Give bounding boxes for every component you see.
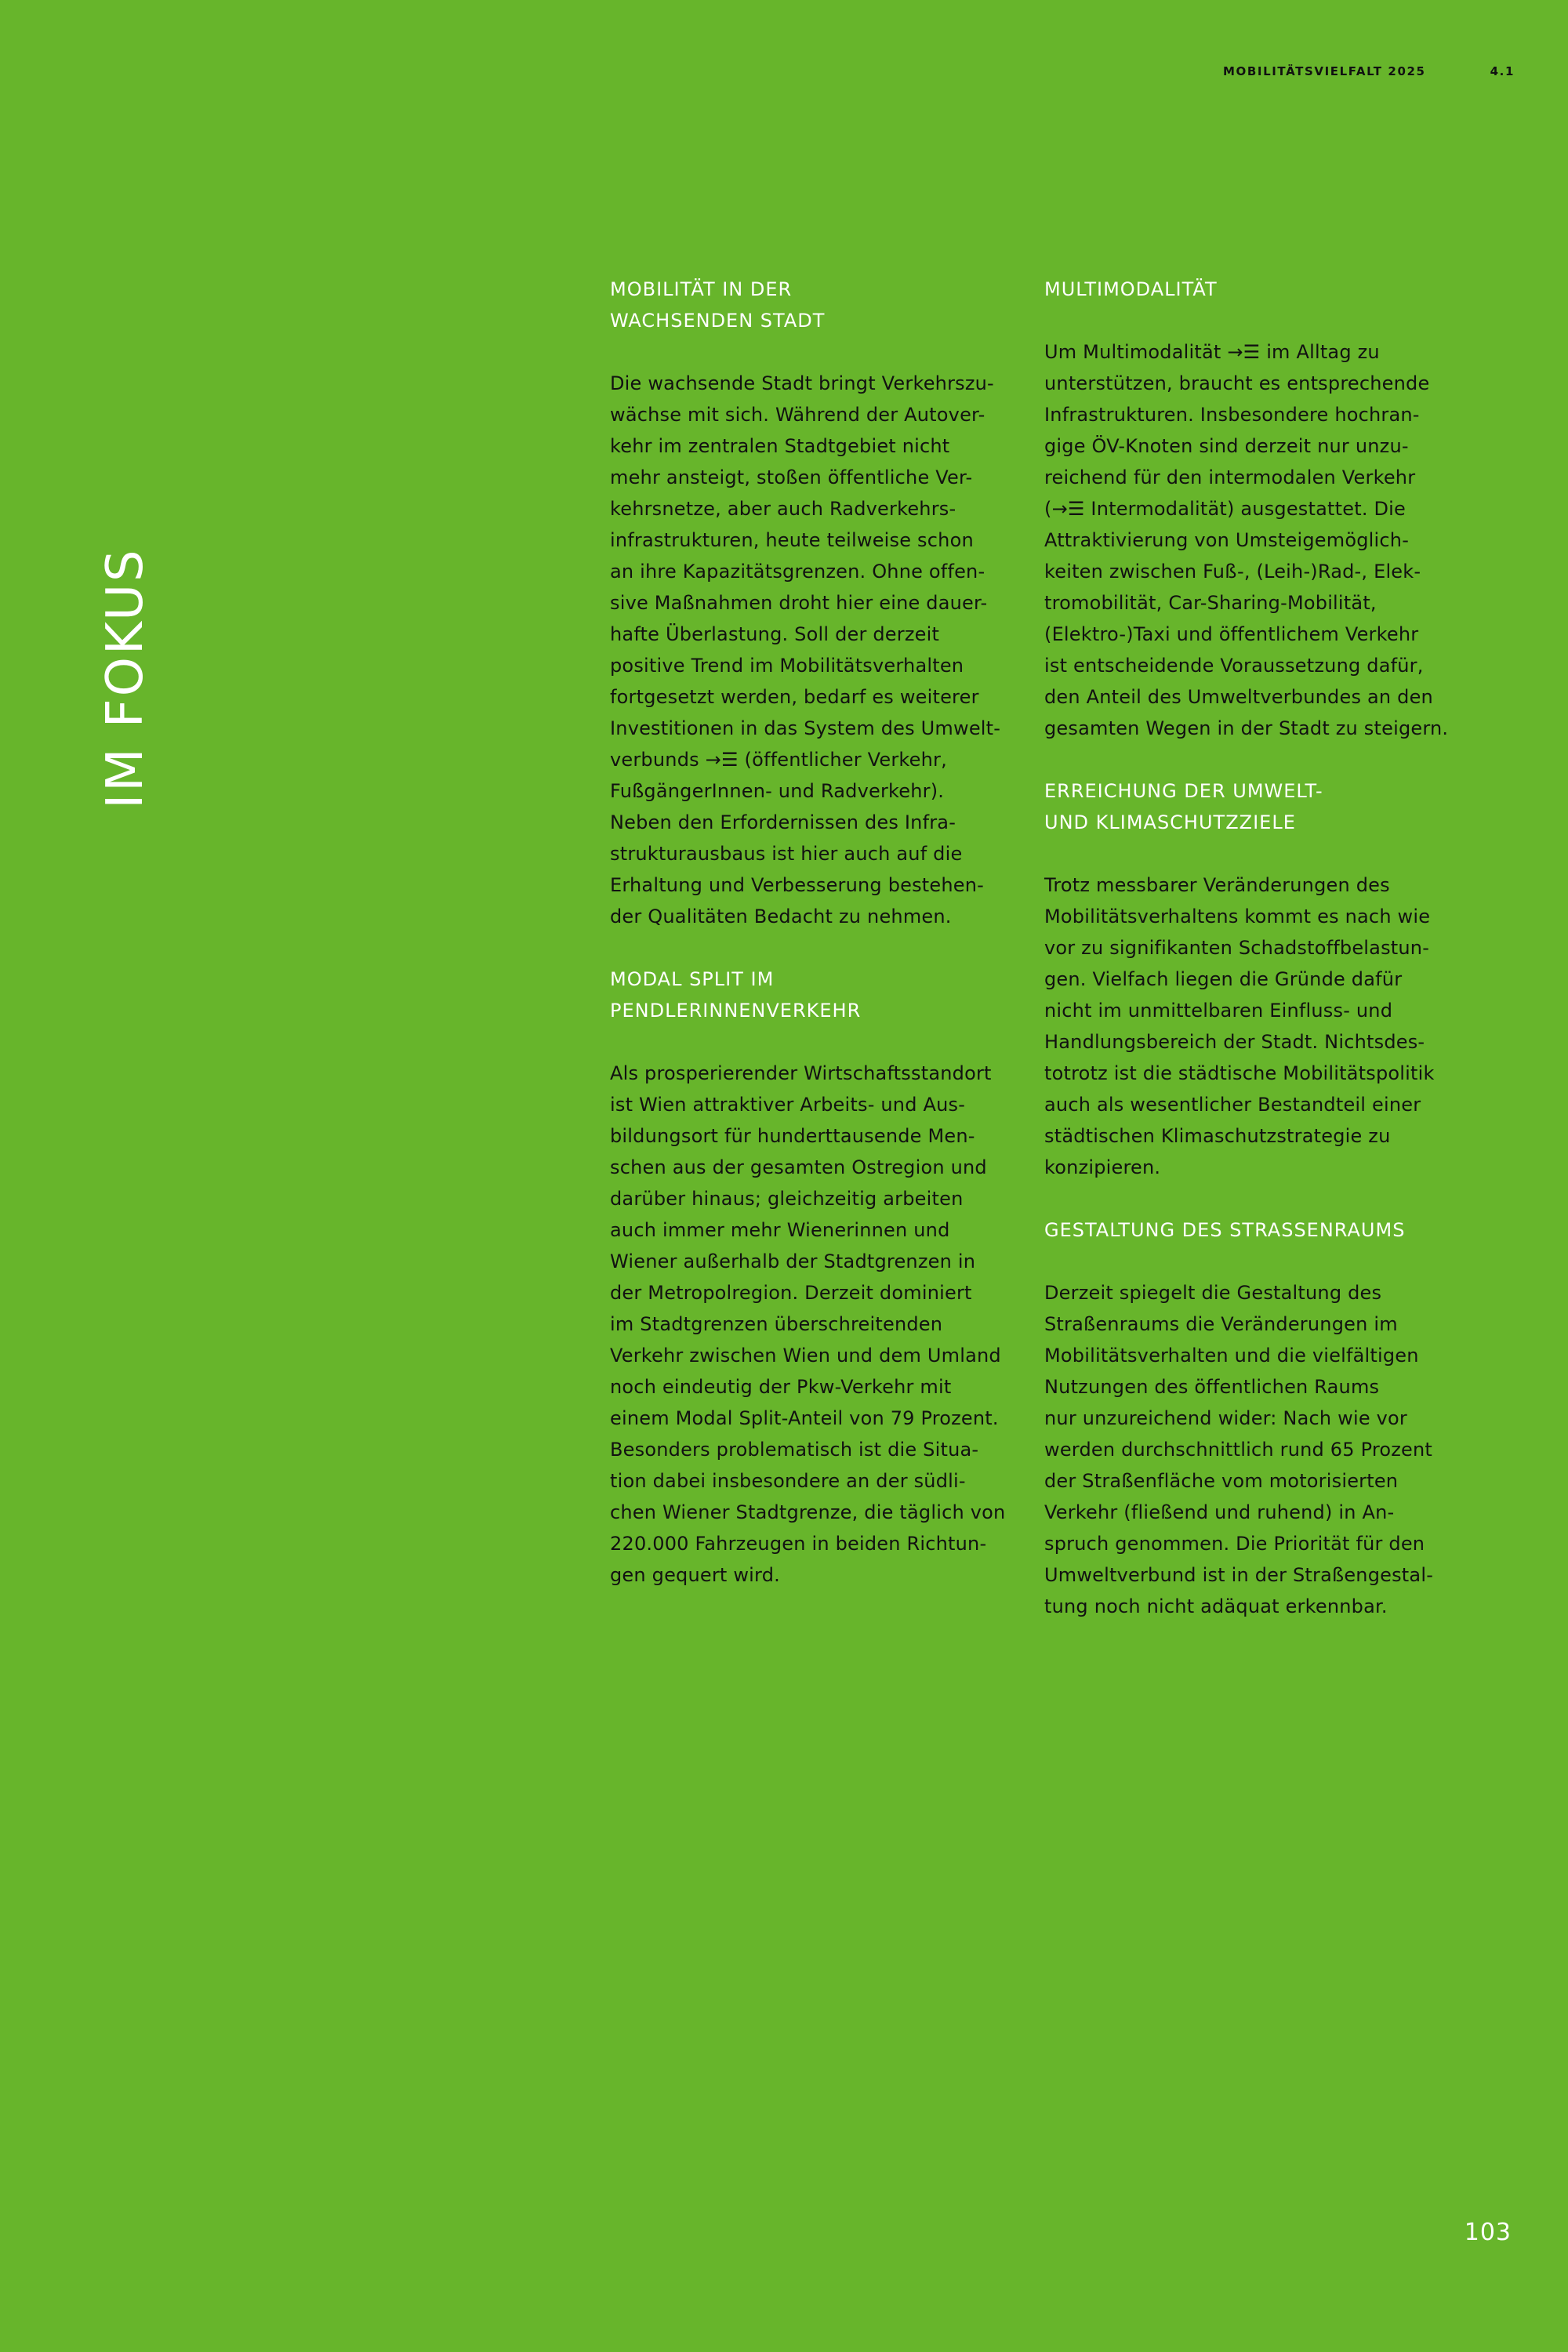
text-line: schen aus der gesamten Ostregion und — [610, 1156, 987, 1178]
text-line: Um Multimodalität →☰ im Alltag zu — [1044, 341, 1380, 363]
text-line: wächse mit sich. Während der Autover- — [610, 404, 985, 426]
text-line: noch eindeutig der Pkw-Verkehr mit — [610, 1376, 952, 1398]
text-line: reichend für den intermodalen Verkehr — [1044, 466, 1416, 488]
page-number: 103 — [1464, 2219, 1512, 2246]
text-line: an ihre Kapazitätsgrenzen. Ohne offen- — [610, 561, 985, 583]
text-line: Derzeit spiegelt die Gestaltung des — [1044, 1282, 1382, 1304]
text-line: Infrastrukturen. Insbesondere hochran- — [1044, 404, 1420, 426]
text-line: tromobilität, Car-Sharing-Mobilität, — [1044, 592, 1377, 614]
text-line: gen gequert wird. — [610, 1564, 780, 1586]
text-line: der Straßenfläche vom motorisierten — [1044, 1470, 1399, 1492]
left-column — [610, 274, 1018, 1622]
text-line: konzipieren. — [1044, 1156, 1161, 1178]
right-column — [1044, 274, 1460, 1653]
text-line: Mobilitätsverhalten und die vielfältigen — [1044, 1345, 1419, 1367]
heading-line: ERREICHUNG DER UMWELT- — [1044, 780, 1323, 802]
text-line: auch immer mehr Wienerinnen und — [610, 1219, 950, 1241]
text-line: nicht im unmittelbaren Einfluss- und — [1044, 1000, 1393, 1022]
running-head — [1176, 64, 1515, 80]
text-line: FußgängerInnen- und Radverkehr). — [610, 780, 945, 802]
text-line: der Qualitäten Bedacht zu nehmen. — [610, 906, 952, 927]
text-line: (→☰ Intermodalität) ausgestattet. Die — [1044, 498, 1406, 520]
text-line: Umweltverbund ist in der Straßengestal- — [1044, 1564, 1434, 1586]
text-line: kehr im zentralen Stadtgebiet nicht — [610, 435, 950, 457]
text-line: Handlungsbereich der Stadt. Nichtsdes- — [1044, 1031, 1425, 1053]
text-line: Neben den Erfordernissen des Infra- — [610, 811, 956, 833]
text-line: auch als wesentlicher Bestandteil einer — [1044, 1094, 1421, 1116]
text-line: vor zu signifikanten Schadstoffbelastun- — [1044, 937, 1430, 959]
section-heading-mobilitaet — [610, 274, 1018, 336]
section-body-mobilitaet — [610, 368, 1018, 932]
text-line: verbunds →☰ (öffentlicher Verkehr, — [610, 749, 947, 771]
section-body-multimodalitaet — [1044, 336, 1460, 744]
text-line: fortgesetzt werden, bedarf es weiterer — [610, 686, 979, 708]
text-line: sive Maßnahmen droht hier eine dauer- — [610, 592, 988, 614]
text-line: hafte Überlastung. Soll der derzeit — [610, 623, 940, 645]
text-line: mehr ansteigt, stoßen öffentliche Ver- — [610, 466, 973, 488]
section-heading-modal-split — [610, 964, 1018, 1026]
text-line: bildungsort für hunderttausende Men- — [610, 1125, 975, 1147]
text-line: spruch genommen. Die Priorität für den — [1044, 1533, 1425, 1555]
running-head-title: MOBILITÄTSVIELFALT 2025 — [1223, 64, 1426, 78]
text-line: strukturausbaus ist hier auch auf die — [610, 843, 963, 865]
text-line: Die wachsende Stadt bringt Verkehrszu- — [610, 372, 994, 394]
text-line: chen Wiener Stadtgrenze, die täglich von — [610, 1501, 1006, 1523]
text-line: totrotz ist die städtische Mobilitätspolitik — [1044, 1062, 1435, 1084]
text-line: Investitionen in das System des Umwelt- — [610, 717, 1001, 739]
section-body-modal-split — [610, 1058, 1018, 1591]
text-line: tung noch nicht adäquat erkennbar. — [1044, 1595, 1388, 1617]
heading-line: GESTALTUNG DES STRASSENRAUMS — [1044, 1219, 1406, 1241]
text-line: gige ÖV-Knoten sind derzeit nur unzu- — [1044, 435, 1409, 457]
text-line: im Stadtgrenzen überschreitenden — [610, 1313, 943, 1335]
text-line: Nutzungen des öffentlichen Raums — [1044, 1376, 1380, 1398]
text-line: unterstützen, braucht es entsprechende — [1044, 372, 1430, 394]
section-heading-klimaschutz — [1044, 775, 1460, 838]
text-line: kehrsnetze, aber auch Radverkehrs- — [610, 498, 956, 520]
text-line: (Elektro-)Taxi und öffentlichem Verkehr — [1044, 623, 1419, 645]
text-line: den Anteil des Umweltverbundes an den — [1044, 686, 1433, 708]
text-line: Verkehr (fließend und ruhend) in An- — [1044, 1501, 1395, 1523]
section-body-klimaschutz — [1044, 869, 1460, 1183]
text-line: ist Wien attraktiver Arbeits- und Aus- — [610, 1094, 966, 1116]
text-line: der Metropolregion. Derzeit dominiert — [610, 1282, 972, 1304]
text-line: positive Trend im Mobilitätsverhalten — [610, 655, 964, 677]
text-line: Verkehr zwischen Wien und dem Umland — [610, 1345, 1001, 1367]
text-line: Erhaltung und Verbesserung bestehen- — [610, 874, 985, 896]
section-heading-strassenraum — [1044, 1214, 1460, 1246]
section-body-strassenraum — [1044, 1277, 1460, 1622]
chapter-number: 4.1 — [1490, 64, 1515, 78]
text-line: Attraktivierung von Umsteigemöglich- — [1044, 529, 1410, 551]
text-line: Als prosperierender Wirtschaftsstandort — [610, 1062, 992, 1084]
text-line: gen. Vielfach liegen die Gründe dafür — [1044, 968, 1403, 990]
text-line: Wiener außerhalb der Stadtgrenzen in — [610, 1250, 976, 1272]
text-line: Straßenraums die Veränderungen im — [1044, 1313, 1398, 1335]
heading-line: UND KLIMASCHUTZZIELE — [1044, 811, 1296, 833]
text-line: gesamten Wegen in der Stadt zu steigern. — [1044, 717, 1449, 739]
text-line: keiten zwischen Fuß-, (Leih-)Rad-, Elek- — [1044, 561, 1421, 583]
text-line: nur unzureichend wider: Nach wie vor — [1044, 1407, 1407, 1429]
text-line: werden durchschnittlich rund 65 Prozent — [1044, 1439, 1433, 1461]
text-line: darüber hinaus; gleichzeitig arbeiten — [610, 1188, 964, 1210]
text-line: Mobilitätsverhaltens kommt es nach wie — [1044, 906, 1431, 927]
text-line: städtischen Klimaschutzstrategie zu — [1044, 1125, 1391, 1147]
text-line: tion dabei insbesondere an der südli- — [610, 1470, 966, 1492]
side-title: IM FOKUS — [96, 547, 154, 809]
text-line: ist entscheidende Voraussetzung dafür, — [1044, 655, 1424, 677]
section-heading-multimodalitaet — [1044, 274, 1460, 305]
heading-line: WACHSENDEN STADT — [610, 310, 826, 332]
text-line: infrastrukturen, heute teilweise schon — [610, 529, 974, 551]
text-line: 220.000 Fahrzeugen in beiden Richtun- — [610, 1533, 987, 1555]
text-line: Trotz messbarer Veränderungen des — [1044, 874, 1390, 896]
text-line: einem Modal Split-Anteil von 79 Prozent. — [610, 1407, 999, 1429]
heading-line: PENDLERINNENVERKEHR — [610, 1000, 862, 1022]
heading-line: MODAL SPLIT IM — [610, 968, 775, 990]
heading-line: MOBILITÄT IN DER — [610, 278, 793, 300]
text-line: Besonders problematisch ist die Situa- — [610, 1439, 979, 1461]
heading-line: MULTIMODALITÄT — [1044, 278, 1218, 300]
